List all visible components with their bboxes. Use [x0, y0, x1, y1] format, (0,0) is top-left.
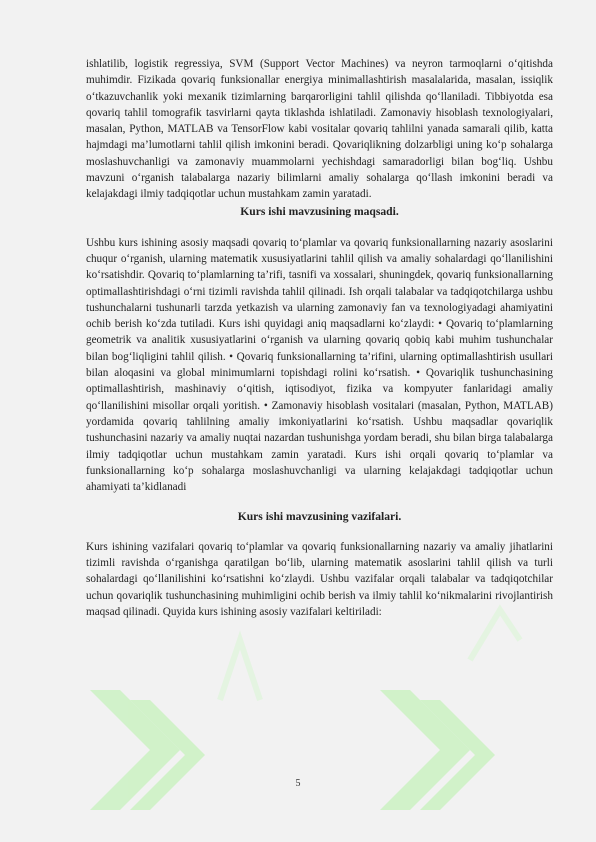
paragraph-goal: Ushbu kurs ishining asosiy maqsadi qovariq to‘plamlar va qovariq funksionallarning nazariy asoslarini chuqur o‘rganish, ularning matematik xususiyatlarini tahlil qilish va amaliy sohalardagi qo‘llanilishini ko‘rsatishdir. Qovariq to‘plamlarning ta’rifi, tasnifi va xossalari, shuningdek, qovariq funksionallarning optimallashtirishdagi o‘rni tizimli ravishda tahlil qilinadi. Ish orqali talabalar va tadqiqotchilarga ushbu tushunchalarni tushunarli tarzda yetkazish va ularning zamonaviy fan va texnologiyadagi ahamiyatini ochib berish ko‘zda tutiladi. Kurs ishi quyidagi aniq maqsadlarni ko‘zlaydi: • Qovariq to‘plamlarning geometrik va analitik xususiyatlarini o‘rganish va ularning qovariq qobiq kabi muhim tushunchalar bilan bog‘liqligini tahlil qilish. • Qovariq funksionallarning ta’rifini, ularning optimallashtirish usullari bilan aloqasini va global minimumlarni topishdagi rolini ko‘rsatish. • Qovariqlik tushunchasining optimallashtirish, mashinaviy o‘qitish, iqtisodiyot, fizika va kompyuter fanlaridagi amaliy qo‘llanilishini misollar orqali yoritish. • Zamonaviy hisoblash vositalari (masalan, Python, MATLAB) yordamida qovariq tahlilning amaliy imkoniyatlarini ko‘rsatish. Ushbu maqsadlar qovariqlik tushunchasini nazariy va amaliy nuqtai nazardan tushunishga yordam beradi, shu bilan birga talabalarga ilmiy tadqiqotlar uchun mustahkam zamin yaratadi. Kurs ishi orqali qovariq to‘plamlar va funksionallarning ko‘p sohalarga moslashuvchanligi va ularning kelajakdagi tadqiqotlar uchun ahamiyati ta’kidlanadi — [86, 236, 553, 494]
page-number: 5 — [295, 778, 301, 789]
document-body — [86, 56, 553, 620]
watermark-arrow-right — [380, 690, 470, 810]
watermark-glyph-1 — [220, 640, 260, 700]
watermark-arrow-left-2 — [130, 700, 205, 810]
paragraph-tasks: Kurs ishining vazifalari qovariq to‘plamlar va qovariq funksionallarning nazariy va amaliy jihatlarini tizimli ravishda o‘rganishga qaratilgan bo‘lib, ularning matematik asoslarini tahlil qilish va turli sohalardagi qo‘llanilishini ko‘rsatishni ko‘zlaydi. Ushbu vazifalar orqali talabalar va tadqiqotchilar uchun qovariqlik tushunchasining muhimligini ochib berish va ilmiy tahlil ko‘nikmalarini rivojlantirish maqsad qilinadi. Quyida kurs ishining asosiy vazifalari keltiriladi: — [86, 540, 553, 618]
watermark-arrow-left — [90, 690, 180, 810]
section-heading-goal: Kurs ishi mavzusining maqsadi. — [240, 204, 399, 218]
watermark-arrow-right-2 — [420, 700, 495, 810]
section-heading-tasks: Kurs ishi mavzusining vazifalari. — [237, 510, 402, 524]
paragraph-intro: ishlatilib, logistik regressiya, SVM (Support Vector Machines) va neyron tarmoqlarni o‘qitishda muhimdir. Fizikada qovariq funksionallar energiya minimallashtirish masalalarida, masalan, issiqlik o‘tkazuvchanlik yoki mexanik tizimlarning barqarorligini tahlil qilishda qo‘llaniladi. Tibbiyotda esa qovariq tahlil tomografik tasvirlarni qayta tiklashda ishlatiladi. Zamonaviy hisoblash texnologiyalari, masalan, Python, MATLAB va TensorFlow kabi vositalar qovariq tahlilni yanada samarali qilib, katta hajmdagi ma’lumotlarni tahlil qilish imkonini beradi. Qovariqlikning dolzarbligi uning ko‘p sohalarga moslashuvchanligi va zamonaviy muammolarni yechishdagi samaradorligi bilan bog‘liq. Ushbu mavzuni o‘rganish talabalarga nazariy bilimlarni amaliy sohalarga qo‘llash imkonini beradi va kelajakdagi ilmiy tadqiqotlar uchun mustahkam zamin yaratadi. — [86, 58, 553, 201]
